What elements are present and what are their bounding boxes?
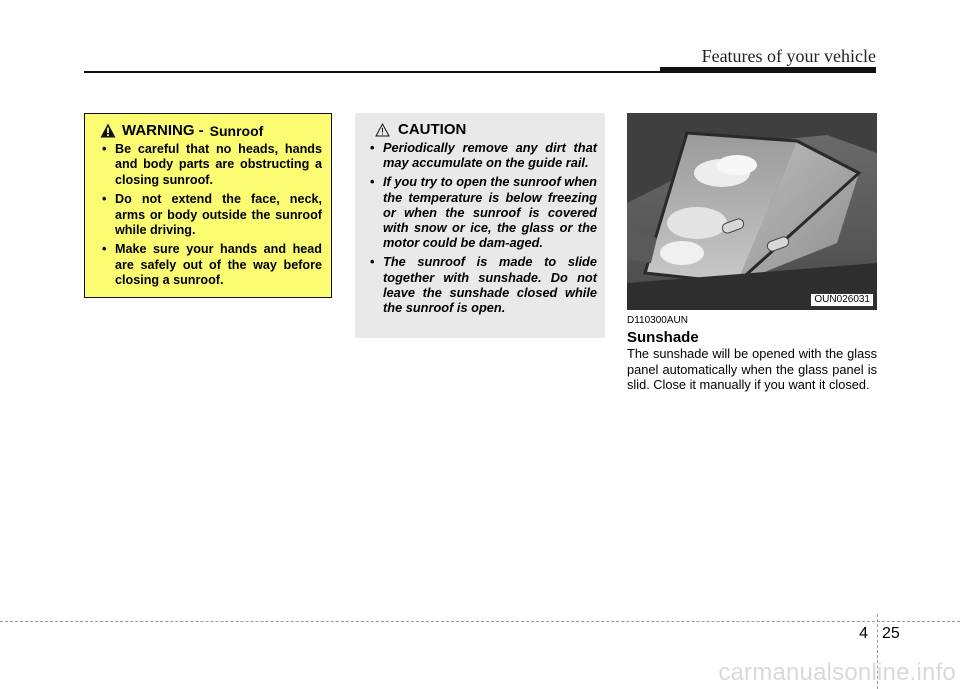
header-rule-accent xyxy=(660,67,876,73)
caution-triangle-icon xyxy=(375,123,390,137)
warning-item: • Do not extend the face, neck, arms or body outside the sunroof while driving. xyxy=(96,192,322,238)
section-code: D110300AUN xyxy=(627,315,688,326)
warning-list xyxy=(96,142,322,289)
caution-box xyxy=(355,113,605,338)
caution-list xyxy=(365,140,597,315)
warning-item: • Make sure your hands and head are safely out of the way before closing a sunroof. xyxy=(96,242,322,288)
caution-item: • Periodically remove any dirt that may accumulate on the guide rail. xyxy=(365,140,597,170)
warning-title xyxy=(100,122,322,139)
figure-label: OUN026031 xyxy=(810,293,874,307)
section-body: The sunshade will be opened with the glass panel automatically when the glass panel is slid. Close it manually if you want it closed. xyxy=(627,346,877,392)
sunroof-illustration xyxy=(627,113,877,310)
warning-box xyxy=(84,113,332,298)
section-heading: Sunshade xyxy=(627,329,699,346)
caution-item: • The sunroof is made to slide together with sunshade. Do not leave the sunshade closed while the sunroof is open. xyxy=(365,254,597,315)
sunroof-photo xyxy=(627,113,877,310)
warning-subtitle: Sunroof xyxy=(209,122,264,139)
footer-rule xyxy=(0,621,960,622)
caution-item: • If you try to open the sunroof when the temperature is below freezing or when the sunroof is covered with snow or ice, the glass or the motor could be dam-aged. xyxy=(365,174,597,250)
section-title: Features of your vehicle xyxy=(701,46,876,66)
page-number: 25 xyxy=(882,625,900,642)
warning-triangle-icon xyxy=(100,123,116,138)
caution-title xyxy=(375,121,597,138)
watermark: carmanualsonline.info xyxy=(718,659,956,686)
warning-title-text: WARNING - xyxy=(122,122,204,139)
header-rule xyxy=(84,71,660,73)
caution-title-text: CAUTION xyxy=(398,121,467,138)
chapter-number: 4 xyxy=(859,625,868,642)
warning-item: • Be careful that no heads, hands and body parts are obstructing a closing sunroof. xyxy=(96,142,322,188)
